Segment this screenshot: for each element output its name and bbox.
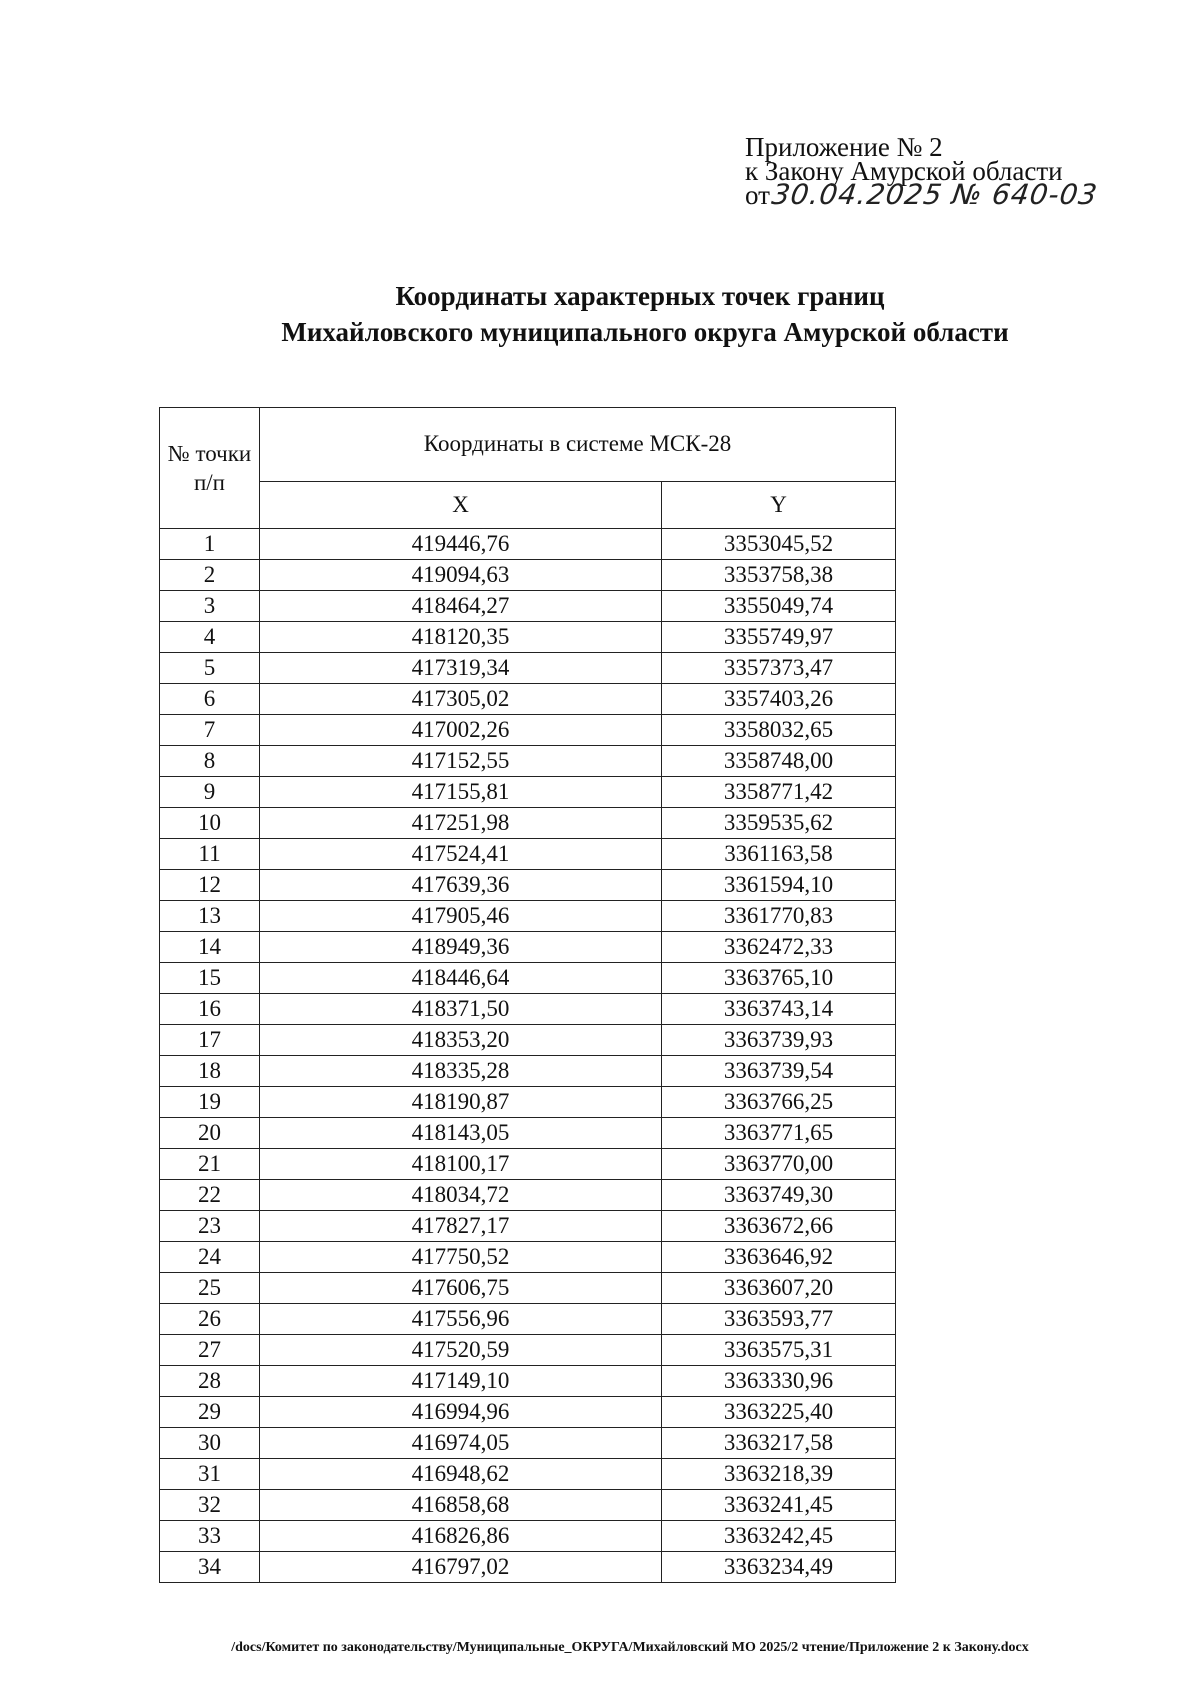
appendix-header xyxy=(745,132,1100,211)
table-row xyxy=(160,994,896,1025)
point-number-cell: 23 xyxy=(160,1211,260,1242)
point-number-cell: 10 xyxy=(160,808,260,839)
x-coordinate-cell: 417524,41 xyxy=(260,839,662,870)
x-coordinate-cell: 417556,96 xyxy=(260,1304,662,1335)
x-coordinate-cell: 416948,62 xyxy=(260,1459,662,1490)
x-coordinate-cell: 416994,96 xyxy=(260,1397,662,1428)
x-coordinate-cell: 417305,02 xyxy=(260,684,662,715)
y-coordinate-cell: 3363765,10 xyxy=(662,963,896,994)
appendix-number: Приложение № 2 xyxy=(745,132,943,162)
appendix-date-line xyxy=(745,178,1100,211)
table-row xyxy=(160,715,896,746)
table-row xyxy=(160,622,896,653)
y-coordinate-cell: 3357403,26 xyxy=(662,684,896,715)
point-number-cell: 13 xyxy=(160,901,260,932)
table-row xyxy=(160,1149,896,1180)
table-row xyxy=(160,963,896,994)
header-coordinate-system: Координаты в системе МСК-28 xyxy=(260,408,896,482)
y-coordinate-cell: 3363770,00 xyxy=(662,1149,896,1180)
x-coordinate-cell: 418335,28 xyxy=(260,1056,662,1087)
x-coordinate-cell: 416974,05 xyxy=(260,1428,662,1459)
table-body xyxy=(160,529,896,1583)
table-row xyxy=(160,1335,896,1366)
point-number-cell: 1 xyxy=(160,529,260,560)
x-coordinate-cell: 416858,68 xyxy=(260,1490,662,1521)
table-row xyxy=(160,1180,896,1211)
x-coordinate-cell: 417002,26 xyxy=(260,715,662,746)
table-row xyxy=(160,1490,896,1521)
table-row xyxy=(160,1056,896,1087)
x-coordinate-cell: 418371,50 xyxy=(260,994,662,1025)
point-number-cell: 17 xyxy=(160,1025,260,1056)
y-coordinate-cell: 3363739,54 xyxy=(662,1056,896,1087)
table-row xyxy=(160,1025,896,1056)
x-coordinate-cell: 417155,81 xyxy=(260,777,662,808)
table-row xyxy=(160,1304,896,1335)
y-coordinate-cell: 3355049,74 xyxy=(662,591,896,622)
point-number-cell: 33 xyxy=(160,1521,260,1552)
point-number-cell: 29 xyxy=(160,1397,260,1428)
x-coordinate-cell: 418949,36 xyxy=(260,932,662,963)
point-number-cell: 21 xyxy=(160,1149,260,1180)
document-title xyxy=(0,278,1200,350)
table-row xyxy=(160,1459,896,1490)
point-number-cell: 12 xyxy=(160,870,260,901)
table-row xyxy=(160,1428,896,1459)
x-coordinate-cell: 417606,75 xyxy=(260,1273,662,1304)
point-number-cell: 3 xyxy=(160,591,260,622)
x-coordinate-cell: 416797,02 xyxy=(260,1552,662,1583)
handwritten-date-number: 30.04.2025 № 640-03 xyxy=(769,178,1100,211)
x-coordinate-cell: 418353,20 xyxy=(260,1025,662,1056)
point-number-cell: 16 xyxy=(160,994,260,1025)
point-number-cell: 27 xyxy=(160,1335,260,1366)
y-coordinate-cell: 3361770,83 xyxy=(662,901,896,932)
y-coordinate-cell: 3363242,45 xyxy=(662,1521,896,1552)
y-coordinate-cell: 3361163,58 xyxy=(662,839,896,870)
x-coordinate-cell: 419094,63 xyxy=(260,560,662,591)
y-coordinate-cell: 3363330,96 xyxy=(662,1366,896,1397)
x-coordinate-cell: 418120,35 xyxy=(260,622,662,653)
y-coordinate-cell: 3363743,14 xyxy=(662,994,896,1025)
table-row xyxy=(160,1366,896,1397)
table-row xyxy=(160,901,896,932)
x-coordinate-cell: 419446,76 xyxy=(260,529,662,560)
point-number-cell: 9 xyxy=(160,777,260,808)
point-number-cell: 20 xyxy=(160,1118,260,1149)
x-coordinate-cell: 417905,46 xyxy=(260,901,662,932)
y-coordinate-cell: 3363593,77 xyxy=(662,1304,896,1335)
table-row xyxy=(160,1273,896,1304)
table-row xyxy=(160,932,896,963)
point-number-cell: 4 xyxy=(160,622,260,653)
table-row xyxy=(160,1242,896,1273)
point-number-cell: 28 xyxy=(160,1366,260,1397)
table-row xyxy=(160,684,896,715)
y-coordinate-cell: 3362472,33 xyxy=(662,932,896,963)
y-coordinate-cell: 3357373,47 xyxy=(662,653,896,684)
table-row xyxy=(160,591,896,622)
x-coordinate-cell: 417750,52 xyxy=(260,1242,662,1273)
title-line-1: Координаты характерных точек границ xyxy=(395,281,885,311)
point-number-cell: 15 xyxy=(160,963,260,994)
point-number-cell: 6 xyxy=(160,684,260,715)
y-coordinate-cell: 3363218,39 xyxy=(662,1459,896,1490)
appendix-date-prefix: от xyxy=(745,180,770,210)
y-coordinate-cell: 3363241,45 xyxy=(662,1490,896,1521)
point-number-cell: 14 xyxy=(160,932,260,963)
point-number-cell: 8 xyxy=(160,746,260,777)
table-row xyxy=(160,1397,896,1428)
point-number-cell: 31 xyxy=(160,1459,260,1490)
table-row xyxy=(160,529,896,560)
y-coordinate-cell: 3363575,31 xyxy=(662,1335,896,1366)
x-coordinate-cell: 417520,59 xyxy=(260,1335,662,1366)
x-coordinate-cell: 418446,64 xyxy=(260,963,662,994)
x-coordinate-cell: 417149,10 xyxy=(260,1366,662,1397)
table-row xyxy=(160,777,896,808)
y-coordinate-cell: 3363217,58 xyxy=(662,1428,896,1459)
x-coordinate-cell: 418143,05 xyxy=(260,1118,662,1149)
table-row xyxy=(160,870,896,901)
coordinates-table xyxy=(159,407,896,1583)
file-path-footer: /docs/Комитет по законодательству/Муниципальные_ОКРУГА/Михайловский МО 2025/2 чтение/Приложение 2 к Закону.docx xyxy=(231,1640,1029,1655)
point-number-cell: 25 xyxy=(160,1273,260,1304)
point-number-cell: 24 xyxy=(160,1242,260,1273)
y-coordinate-cell: 3363771,65 xyxy=(662,1118,896,1149)
y-coordinate-cell: 3363766,25 xyxy=(662,1087,896,1118)
y-coordinate-cell: 3359535,62 xyxy=(662,808,896,839)
x-coordinate-cell: 417827,17 xyxy=(260,1211,662,1242)
point-number-cell: 18 xyxy=(160,1056,260,1087)
x-coordinate-cell: 418100,17 xyxy=(260,1149,662,1180)
point-number-cell: 22 xyxy=(160,1180,260,1211)
table-row xyxy=(160,1521,896,1552)
x-coordinate-cell: 418190,87 xyxy=(260,1087,662,1118)
point-number-cell: 30 xyxy=(160,1428,260,1459)
table-row xyxy=(160,1211,896,1242)
x-coordinate-cell: 418464,27 xyxy=(260,591,662,622)
x-coordinate-cell: 417639,36 xyxy=(260,870,662,901)
y-coordinate-cell: 3353045,52 xyxy=(662,529,896,560)
y-coordinate-cell: 3363234,49 xyxy=(662,1552,896,1583)
header-point-number: № точки п/п xyxy=(160,408,260,529)
y-coordinate-cell: 3361594,10 xyxy=(662,870,896,901)
point-number-cell: 2 xyxy=(160,560,260,591)
point-number-cell: 32 xyxy=(160,1490,260,1521)
point-number-cell: 7 xyxy=(160,715,260,746)
y-coordinate-cell: 3353758,38 xyxy=(662,560,896,591)
header-y: Y xyxy=(662,481,896,528)
x-coordinate-cell: 417251,98 xyxy=(260,808,662,839)
point-number-cell: 26 xyxy=(160,1304,260,1335)
table-row xyxy=(160,1552,896,1583)
x-coordinate-cell: 417319,34 xyxy=(260,653,662,684)
point-number-cell: 19 xyxy=(160,1087,260,1118)
table-row xyxy=(160,839,896,870)
y-coordinate-cell: 3358032,65 xyxy=(662,715,896,746)
header-x: X xyxy=(260,481,662,528)
y-coordinate-cell: 3363607,20 xyxy=(662,1273,896,1304)
x-coordinate-cell: 418034,72 xyxy=(260,1180,662,1211)
y-coordinate-cell: 3363749,30 xyxy=(662,1180,896,1211)
x-coordinate-cell: 417152,55 xyxy=(260,746,662,777)
table-row xyxy=(160,560,896,591)
table-row xyxy=(160,808,896,839)
y-coordinate-cell: 3355749,97 xyxy=(662,622,896,653)
table-row xyxy=(160,1087,896,1118)
y-coordinate-cell: 3363672,66 xyxy=(662,1211,896,1242)
y-coordinate-cell: 3363225,40 xyxy=(662,1397,896,1428)
y-coordinate-cell: 3363646,92 xyxy=(662,1242,896,1273)
x-coordinate-cell: 416826,86 xyxy=(260,1521,662,1552)
point-number-cell: 11 xyxy=(160,839,260,870)
title-line-2: Михайловского муниципального округа Амурской области xyxy=(281,317,1009,347)
table-row xyxy=(160,653,896,684)
table-row xyxy=(160,746,896,777)
y-coordinate-cell: 3358771,42 xyxy=(662,777,896,808)
point-number-cell: 5 xyxy=(160,653,260,684)
y-coordinate-cell: 3363739,93 xyxy=(662,1025,896,1056)
table-row xyxy=(160,1118,896,1149)
point-number-cell: 34 xyxy=(160,1552,260,1583)
y-coordinate-cell: 3358748,00 xyxy=(662,746,896,777)
appendix-law-reference: к Закону Амурской области xyxy=(745,156,1063,186)
